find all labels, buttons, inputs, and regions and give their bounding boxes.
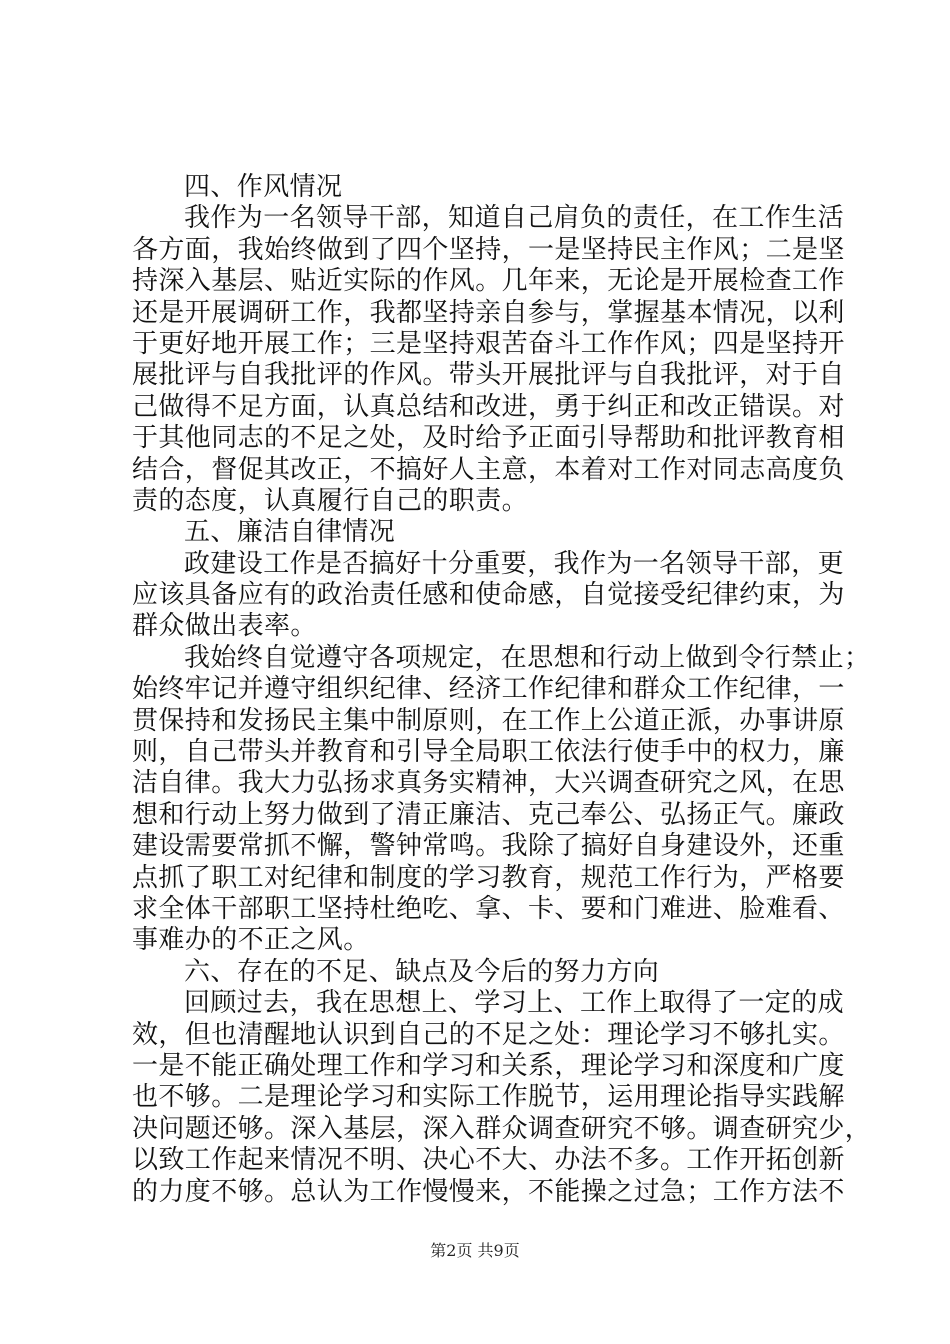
text-line: 回顾过去，我在思想上、学习上、工作上取得了一定的成	[184, 988, 845, 1019]
text-line: 贯保持和发扬民主集中制原则，在工作上公道正派，办事讲原	[132, 705, 845, 736]
text-line: 效，但也清醒地认识到自己的不足之处：理论学习不够扎实。	[132, 1019, 845, 1050]
text-line: 一是不能正确处理工作和学习和关系，理论学习和深度和广度	[132, 1050, 845, 1081]
text-line: 应该具备应有的政治责任感和使命感，自觉接受纪律约束，为	[132, 580, 845, 611]
text-line: 求全体干部职工坚持杜绝吃、拿、卡、要和门难进、脸难看、	[132, 893, 845, 924]
document-body	[132, 172, 872, 1208]
text-line: 想和行动上努力做到了清正廉洁、克己奉公、弘扬正气。廉政	[132, 799, 845, 830]
text-line: 事难办的不正之风。	[132, 925, 370, 956]
text-line: 洁自律。我大力弘扬求真务实精神，大兴调查研究之风，在思	[132, 768, 845, 799]
text-line: 群众做出表率。	[132, 611, 317, 642]
text-line: 建设需要常抓不懈，警钟常鸣。我除了搞好自身建设外，还重	[132, 831, 845, 862]
text-line: 我始终自觉遵守各项规定，在思想和行动上做到令行禁止；	[184, 642, 871, 673]
text-line: 结合，督促其改正，不搞好人主意，本着对工作对同志高度负	[132, 454, 845, 485]
text-line: 各方面，我始终做到了四个坚持，一是坚持民主作风；二是坚	[132, 234, 845, 265]
text-line: 以致工作起来情况不明、决心不大、办法不多。工作开拓创新	[132, 1145, 845, 1176]
page-number: 第2页 共9页	[430, 1241, 520, 1260]
text-line: 持深入基层、贴近实际的作风。几年来，无论是开展检查工作	[132, 266, 845, 297]
text-line: 六、存在的不足、缺点及今后的努力方向	[184, 956, 660, 987]
text-line: 还是开展调研工作，我都坚持亲自参与，掌握基本情况，以利	[132, 297, 845, 328]
page-footer	[0, 1241, 950, 1261]
text-line: 的力度不够。总认为工作慢慢来，不能操之过急；工作方法不	[132, 1176, 845, 1207]
text-line: 始终牢记并遵守组织纪律、经济工作纪律和群众工作纪律，一	[132, 674, 845, 705]
text-line: 于更好地开展工作；三是坚持艰苦奋斗工作作风；四是坚持开	[132, 328, 845, 359]
text-line: 则，自己带头并教育和引导全局职工依法行使手中的权力，廉	[132, 737, 845, 768]
text-line: 点抓了职工对纪律和制度的学习教育，规范工作行为，严格要	[132, 862, 845, 893]
text-line: 我作为一名领导干部，知道自己肩负的责任，在工作生活	[184, 203, 845, 234]
text-line: 于其他同志的不足之处，及时给予正面引导帮助和批评教育相	[132, 423, 845, 454]
text-line: 己做得不足方面，认真总结和改进，勇于纠正和改正错误。对	[132, 391, 845, 422]
text-line: 五、廉洁自律情况	[184, 517, 396, 548]
text-line: 四、作风情况	[184, 172, 343, 202]
text-line: 责的态度，认真履行自己的职责。	[132, 485, 529, 516]
text-line: 决问题还够。深入基层，深入群众调查研究不够。调查研究少，	[132, 1113, 872, 1144]
text-line: 也不够。二是理论学习和实际工作脱节，运用理论指导实践解	[132, 1082, 845, 1113]
text-line: 展批评与自我批评的作风。带头开展批评与自我批评，对于自	[132, 360, 845, 391]
text-line: 政建设工作是否搞好十分重要，我作为一名领导干部，更	[184, 548, 845, 579]
